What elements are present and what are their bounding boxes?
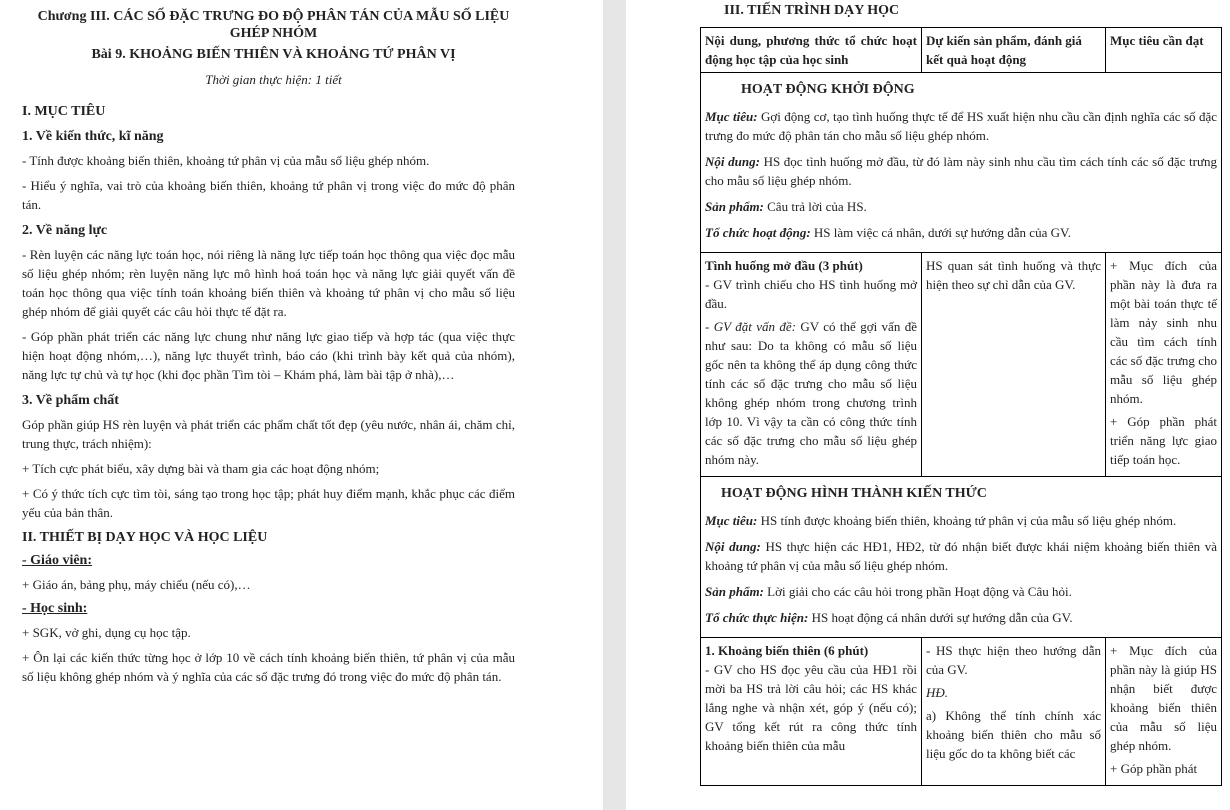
- chapter-title: Chương III. CÁC SỐ ĐẶC TRƯNG ĐO ĐỘ PHÂN TÁN CỦA MẪU SỐ LIỆU GHÉP NHÓM: [37, 9, 510, 41]
- lesson-plan-table: [700, 27, 1222, 786]
- lesson-time: Thời gian thực hiện: 1 tiết: [205, 72, 342, 87]
- label: Nội dung:: [705, 539, 761, 554]
- activity-product: Sản phẩm: Lời giải cho các câu hỏi trong phần Hoạt động và Câu hỏi.: [705, 584, 1072, 599]
- paragraph: + Tích cực phát biểu, xây dựng bài và tham gia các hoạt động nhóm;: [22, 461, 380, 476]
- subheading-teacher: - Giáo viên:: [22, 553, 92, 568]
- cell-text: + Mục đích của phần này là giúp HS nhận biết được khoảng biến thiên của mẫu số liệu ghép nhóm.: [1110, 643, 1217, 753]
- activity-objective: Mục tiêu: Gợi động cơ, tạo tình huống thực tế để HS xuất hiện nhu cầu cần định nghĩa các số đặc trưng đo mức độ phân tán cho mẫu số liệu ghép nhóm.: [705, 109, 1217, 143]
- activity-row-knowledge: [701, 477, 1222, 638]
- paragraph: - Góp phần phát triển các năng lực chung như năng lực giao tiếp và hợp tác (qua việc thực hiện hoạt động nhóm,…), năng lực thuyết trình, báo cáo (khi trình bày kết quả của nhóm), năng lực tự chủ và tự học (khi đọc phần Tìm tòi – Khám phá, làm bài tập ở nhà),…: [22, 329, 515, 382]
- activity-content: Nội dung: HS thực hiện các HĐ1, HĐ2, từ đó nhận biết được khái niệm khoảng biến thiên và khoảng tứ phân vị của mẫu số liệu ghép nhóm.: [705, 539, 1217, 573]
- table-row: [701, 638, 1222, 786]
- label: Sản phẩm:: [705, 199, 764, 214]
- cell-text: + Góp phần phát triển năng lực giao tiếp toán học.: [1110, 414, 1217, 467]
- cell-text: - HS thực hiện theo hướng dẫn của GV.: [926, 643, 1101, 677]
- cell-text: + Góp phần phát: [1110, 761, 1198, 776]
- document-page-right: [626, 0, 1230, 810]
- row-title: Tình huống mở đầu (3 phút): [705, 258, 863, 273]
- row-title: 1. Khoảng biến thiên (6 phút): [705, 643, 869, 658]
- label: Mục tiêu:: [705, 109, 758, 124]
- activity-objective: Mục tiêu: HS tính được khoảng biến thiên, khoảng tứ phân vị của mẫu số liệu ghép nhóm.: [705, 513, 1177, 528]
- label: Sản phẩm:: [705, 584, 764, 599]
- header-content: Nội dung, phương thức tổ chức hoạt động học tập của học sinh: [701, 28, 922, 73]
- paragraph: - Rèn luyện các năng lực toán học, nói riêng là năng lực tiếp toán học thông qua việc đọc mẫu số liệu ghép nhóm; rèn luyện năng lực mô hình hoá toán học và năng lực giải quyết vấn đề toán học thông qua việc tính toán khoảng biến thiên và khoảng tứ phân vị cho mẫu số liệu ghép nhóm để giải quyết các câu hỏi thực tế đặt ra.: [22, 247, 515, 319]
- table-header-row: [701, 28, 1222, 73]
- document-page-left: [0, 0, 603, 810]
- cell-text: HS quan sát tình huống và thực hiện theo sự chỉ dẫn của GV.: [926, 258, 1101, 292]
- cell-text: + Mục đích của phần này là đưa ra một bài toán thực tế làm nảy sinh nhu cầu tìm cách tính các số đặc trưng cho mẫu số liệu ghép nhóm.: [1110, 258, 1217, 406]
- paragraph: - Tính được khoảng biến thiên, khoảng tứ phân vị của mẫu số liệu ghép nhóm.: [22, 153, 430, 168]
- section-heading-process: III. TIẾN TRÌNH DẠY HỌC: [724, 3, 900, 18]
- label: Tổ chức thực hiện:: [705, 610, 809, 625]
- paragraph: + SGK, vở ghi, dụng cụ học tập.: [22, 625, 191, 640]
- paragraph: + Có ý thức tích cực tìm tòi, sáng tạo trong học tập; phát huy điểm mạnh, khắc phục các điểm yếu của bản thân.: [22, 486, 515, 520]
- section-heading-objectives: I. MỤC TIÊU: [22, 104, 106, 119]
- header-product: Dự kiến sản phẩm, đánh giá kết quả hoạt động: [922, 28, 1106, 73]
- label: Nội dung:: [705, 154, 760, 169]
- cell-text: - GV đặt vấn đề: GV có thể gợi vấn đề như sau: Do ta không có mẫu số liệu gốc nên ta không thể áp dụng công thức tính các số đặc trưng cho mẫu số liệu không ghép nhóm trong chương trình lớp 10. Vì vậy ta cần có công thức tính các số đặc trưng cho mẫu số liệu ghép nhóm này.: [705, 319, 917, 467]
- activity-organization: Tổ chức hoạt động: HS làm việc cá nhân, dưới sự hướng dẫn của GV.: [705, 225, 1071, 240]
- cell-text: a) Không thể tính chính xác khoảng biến thiên cho mẫu số liệu gốc do ta không biết các: [926, 708, 1101, 761]
- activity-product: Sản phẩm: Câu trả lời của HS.: [705, 199, 867, 214]
- section-heading-equipment: II. THIẾT BỊ DẠY HỌC VÀ HỌC LIỆU: [22, 530, 268, 545]
- paragraph: + Ôn lại các kiến thức từng học ở lớp 10 về cách tính khoảng biến thiên, tứ phân vị của mẫu số liệu không ghép nhóm và ý nghĩa của các số đặc trưng đó trong việc đo mức độ phân tán.: [22, 650, 515, 684]
- cell-text: - GV trình chiếu cho HS tình huống mở đầu.: [705, 277, 917, 311]
- subheading-student: - Học sinh:: [22, 601, 88, 616]
- cell-text: HĐ.: [926, 685, 949, 700]
- subheading-qualities: 3. Về phẩm chất: [22, 393, 119, 408]
- label: Mục tiêu:: [705, 513, 758, 528]
- paragraph: Góp phần giúp HS rèn luyện và phát triển các phẩm chất tốt đẹp (yêu nước, nhân ái, chăm chỉ, trung thực, trách nhiệm):: [22, 417, 515, 451]
- header-goal: Mục tiêu cần đạt: [1106, 28, 1222, 73]
- subheading-competence: 2. Về năng lực: [22, 223, 108, 238]
- paragraph: + Giáo án, bảng phụ, máy chiếu (nếu có),…: [22, 577, 251, 592]
- label: Tổ chức hoạt động:: [705, 225, 811, 240]
- activity-title: HOẠT ĐỘNG KHỞI ĐỘNG: [741, 82, 915, 97]
- subheading-knowledge: 1. Về kiến thức, kĩ năng: [22, 129, 164, 144]
- activity-organization: Tổ chức thực hiện: HS hoạt động cá nhân dưới sự hướng dẫn của GV.: [705, 610, 1073, 625]
- activity-content: Nội dung: HS đọc tình huống mở đầu, từ đó làm này sinh nhu cầu tìm cách tính các số đặc trưng cho mẫu số liệu ghép nhóm.: [705, 154, 1218, 188]
- table-row: [701, 253, 1222, 477]
- paragraph: - Hiểu ý nghĩa, vai trò của khoảng biến thiên, khoảng tứ phân vị trong việc đo mức độ phân tán.: [22, 178, 515, 212]
- activity-row-warmup: [701, 73, 1222, 253]
- activity-title: HOẠT ĐỘNG HÌNH THÀNH KIẾN THỨC: [721, 486, 987, 501]
- lesson-title: Bài 9. KHOẢNG BIẾN THIÊN VÀ KHOẢNG TỨ PHÂN VỊ: [91, 47, 456, 62]
- cell-text: - GV cho HS đọc yêu cầu của HĐ1 rồi mời ba HS trả lời câu hỏi; các HS khác lắng nghe và nhận xét, góp ý (nếu có); GV tổng kết rút ra công thức tính khoảng biến thiên của mẫu: [705, 662, 917, 753]
